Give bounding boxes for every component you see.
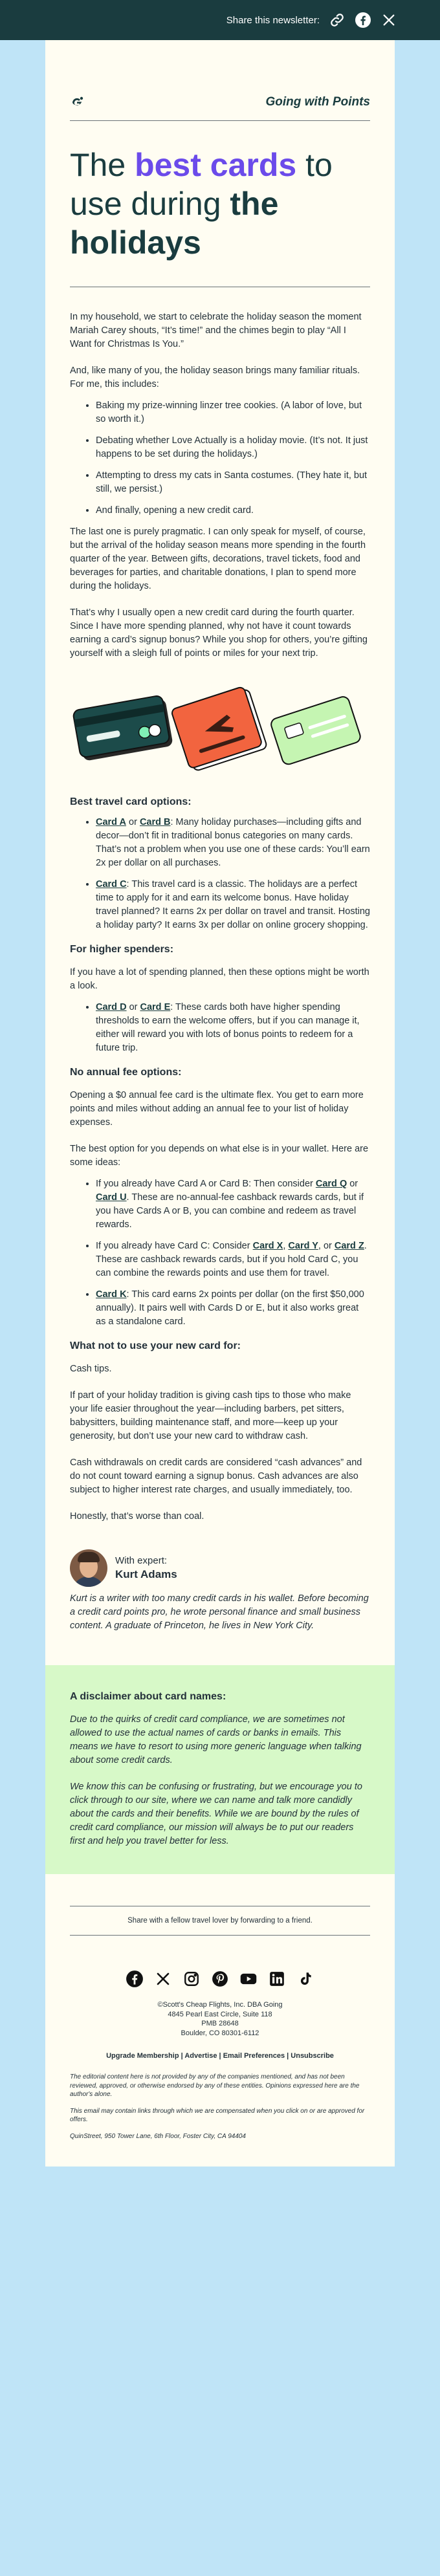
card-a-link[interactable]: Card A: [96, 817, 126, 827]
footer-links: [70, 2052, 370, 2060]
page-title: The best cards to use during the holidays: [70, 147, 333, 261]
list-item: • Debating whether Love Actually is a holiday movie. (It’s not. It just happens to be set during the holidays.): [96, 434, 370, 461]
link-separator: |: [285, 2052, 291, 2060]
expert-bio: Kurt is a writer with too many credit cards in his wallet. Before becoming a credit card points pro, he wrote personal finance and small business content. A graduate of Princeton, he lives in New York City.: [70, 1593, 369, 1631]
higher-spenders-heading: For higher spenders:: [70, 944, 174, 955]
no-fee-list: [70, 1177, 370, 1329]
unsubscribe-link[interactable]: Unsubscribe: [291, 2052, 334, 2060]
not-use-paragraph-3: Cash withdrawals on credit cards are considered “cash advances” and do not count toward earning a signup bonus. Cash advances are also subject to higher interest rate charges, and usually immediately, too.: [70, 1457, 362, 1495]
rituals-list: [70, 399, 370, 518]
address-line: PMB 28648: [201, 2020, 239, 2027]
brand-name[interactable]: Going with Points: [265, 95, 370, 109]
social-links: [70, 1969, 370, 1989]
brand-logo-icon[interactable]: [70, 94, 85, 110]
share-newsletter-label: Share this newsletter:: [226, 14, 320, 26]
list-item: • Card D or Card E: These cards both have higher spending thresholds to earn the welcome offers, but if you can manage it, either will reward you with lots of bonus points to redeem for a future trip.: [96, 1001, 370, 1055]
instagram-icon[interactable]: [182, 1969, 201, 1989]
list-item: • Baking my prize-winning linzer tree cookies. (A labor of love, but so worth it.): [96, 399, 370, 426]
email-preferences-link[interactable]: Email Preferences: [223, 2052, 285, 2060]
list-item: • If you already have Card A or Card B: Then consider Card Q or Card U. These are no-annual-fee cashback rewards cards, but if you have Cards A or B, you can combine and redeem as travel rewards.: [96, 1177, 370, 1232]
youtube-icon[interactable]: [239, 1969, 258, 1989]
higher-spenders-intro: If you have a lot of spending planned, then these options might be worth a look.: [70, 967, 369, 991]
list-item: • Card C: This travel card is a classic. The holidays are a perfect time to apply for it and earn its welcome bonus. Have holiday travel planned? It earns 2x per dollar on travel and transit. Hosting a holiday party? It earns 3x per dollar on online grocery shopping.: [96, 878, 370, 932]
card-e-link[interactable]: Card E: [140, 1002, 171, 1012]
list-item: • Attempting to dress my cats in Santa costumes. (They hate it, but still, we persist.): [96, 469, 370, 496]
not-use-paragraph-2: If part of your holiday tradition is giving cash tips to those who make your life easier throughout the year—including barbers, pet sitters, babysitters, building maintenance staff, and more—keep up your generosity, but don’t use your new card to withdraw cash.: [70, 1390, 351, 1441]
editorial-disclaimer: The editorial content here is not provided by any of the companies mentioned, and has not been reviewed, approved, or otherwise endorsed by any of these entities. Opinions expressed here are the author's alone.: [70, 2073, 360, 2098]
intro-paragraph-1: In my household, we start to celebrate the holiday season the moment Mariah Carey shouts, “It’s time!” and the chimes begin to play “All I Want for Christmas Is You.”: [70, 312, 362, 349]
x-icon[interactable]: [380, 12, 397, 28]
advertise-link[interactable]: Advertise: [184, 2052, 217, 2060]
pinterest-icon[interactable]: [210, 1969, 230, 1989]
not-use-paragraph-1: Cash tips.: [70, 1364, 112, 1374]
title-strong: the holidays: [70, 186, 279, 261]
article-body: [70, 311, 370, 1633]
card-b-link[interactable]: Card B: [139, 817, 171, 827]
tiktok-icon[interactable]: [296, 1969, 315, 1989]
company-address: [70, 2000, 370, 2038]
higher-spenders-list: [70, 1001, 370, 1055]
address-line: Boulder, CO 80301-6112: [181, 2029, 259, 2037]
card-q-link[interactable]: Card Q: [315, 1179, 347, 1189]
upgrade-membership-link[interactable]: Upgrade Membership: [106, 2052, 179, 2060]
list-item: • Card K: This card earns 2x points per dollar (on the first $50,000 annually). It pairs well with Cards D or E, but it also works great as a standalone card.: [96, 1288, 370, 1329]
link-separator: |: [179, 2052, 185, 2060]
disclaimer-paragraph-1: Due to the quirks of credit card compliance, we are sometimes not allowed to use the actual names of cards or banks in emails. This means we have to resort to using more generic language when talking about some credit cards.: [70, 1714, 362, 1765]
linkedin-icon[interactable]: [267, 1969, 287, 1989]
newsletter-card: [45, 40, 395, 2167]
expert-name: Kurt Adams: [115, 1568, 177, 1580]
credit-cards-illustration: [70, 680, 370, 777]
x-icon[interactable]: [153, 1969, 173, 1989]
avatar: [70, 1549, 107, 1587]
share-with-friend: Share with a fellow travel lover by forwarding to a friend.: [70, 1906, 370, 1936]
disclaimer-heading: A disclaimer about card names:: [70, 1691, 226, 1702]
no-fee-paragraph-2: The best option for you depends on what else is in your wallet. Here are some ideas:: [70, 1144, 369, 1168]
disclaimer-box: [45, 1665, 395, 1874]
facebook-icon[interactable]: [355, 12, 371, 28]
not-use-paragraph-4: Honestly, that’s worse than coal.: [70, 1511, 204, 1522]
intro-paragraph-2: And, like many of you, the holiday season brings many familiar rituals. For me, this includes:: [70, 366, 360, 389]
expert-byline: [70, 1549, 370, 1587]
card-u-link[interactable]: Card U: [96, 1192, 127, 1203]
link-icon[interactable]: [329, 12, 346, 28]
card-y-link[interactable]: Card Y: [288, 1241, 318, 1251]
card-z-link[interactable]: Card Z: [334, 1241, 364, 1251]
facebook-icon[interactable]: [125, 1969, 144, 1989]
compensation-disclaimer: This email may contain links through which we are compensated when you click on or are approved for offers.: [70, 2107, 365, 2123]
address-line: ©Scott's Cheap Flights, Inc. DBA Going: [157, 2001, 283, 2009]
card-k-link[interactable]: Card K: [96, 1289, 127, 1300]
not-use-heading: What not to use your new card for:: [70, 1340, 241, 1351]
card-d-link[interactable]: Card D: [96, 1002, 127, 1012]
no-fee-heading: No annual fee options:: [70, 1067, 182, 1078]
no-fee-paragraph-1: Opening a $0 annual fee card is the ultimate flex. You get to earn more points and miles without adding an annual fee to your list of holiday expenses.: [70, 1090, 364, 1128]
disclaimer-paragraph-2: We know this can be confusing or frustrating, but we encourage you to click through to our site, where we can name and talk more candidly about the cards and their benefits. While we are bound by the rules of credit card compliance, our mission will always be to put our readers first and help you travel better for less.: [70, 1782, 362, 1846]
list-item: • Card A or Card B: Many holiday purchases—including gifts and decor—don’t fit in traditional bonus categories on many cards. That’s not a problem when you use one of these cards: You’ll earn 2x per dollar on all purchases.: [96, 816, 370, 870]
card-x-link[interactable]: Card X: [252, 1241, 283, 1251]
link-separator: |: [217, 2052, 223, 2060]
publisher-address: QuinStreet, 950 Tower Lane, 6th Floor, Foster City, CA 94404: [70, 2132, 246, 2140]
list-item: • And finally, opening a new credit card.: [96, 504, 370, 518]
intro-paragraph-3: The last one is purely pragmatic. I can only speak for myself, of course, but the arrival of the holiday season means more spending in the fourth quarter of the year. Between gifts, decorations, travel tickets, food and beverages for parties, and charitable donations, I plan to spend more during the holidays.: [70, 527, 366, 591]
card-c-link[interactable]: Card C: [96, 879, 127, 890]
address-line: 4845 Pearl East Circle, Suite 118: [168, 2010, 272, 2018]
travel-section-heading: Best travel card options:: [70, 796, 192, 807]
intro-paragraph-4: That’s why I usually open a new credit card during the fourth quarter. Since I have more spending planned, why not have it count towards earning a card’s signup bonus? While you shop for others, you’re gifting yourself with a sleigh full of points or miles for your next trip.: [70, 607, 368, 659]
list-item: • If you already have Card C: Consider Card X, Card Y, or Card Z. These are cashback rewards cards, but if you hold Card C, you can combine the rewards points and use them for travel.: [96, 1239, 370, 1280]
travel-card-list: [70, 816, 370, 932]
top-share-bar: [0, 0, 440, 40]
newsletter-header: [70, 40, 370, 121]
expert-kicker: With expert:: [115, 1555, 168, 1566]
title-accent: best cards: [135, 147, 297, 183]
